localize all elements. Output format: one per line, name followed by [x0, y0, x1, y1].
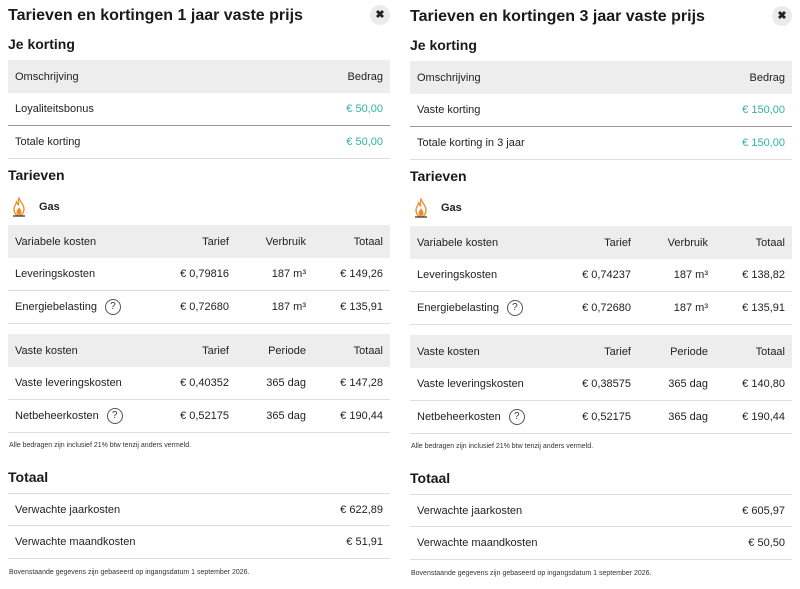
- year-amount: € 622,89: [340, 503, 383, 516]
- gas-label: Gas: [441, 202, 462, 214]
- gas-label: Gas: [39, 201, 60, 213]
- totaal-year-row: [410, 494, 792, 527]
- col-verbruik: Verbruik: [265, 235, 306, 248]
- col-bedrag: Bedrag: [749, 71, 785, 84]
- korting-amount: € 150,00: [742, 104, 785, 116]
- table-row: [8, 291, 390, 324]
- col-periode: Periode: [268, 344, 306, 357]
- col-bedrag: Bedrag: [347, 70, 383, 83]
- row-periode: 365 dag: [668, 378, 708, 390]
- section-heading-korting: Je korting: [8, 36, 75, 52]
- row-tarief: € 0,72680: [582, 302, 631, 314]
- col-omschrijving: Omschrijving: [417, 71, 481, 84]
- row-label-with-help: [15, 299, 155, 315]
- korting-total-row: [8, 126, 390, 159]
- panel-header: [410, 5, 792, 29]
- row-totaal: € 140,80: [742, 378, 785, 390]
- col-verbruik: Verbruik: [667, 236, 708, 249]
- col-totaal: Totaal: [755, 345, 785, 358]
- korting-row: [410, 94, 792, 127]
- footer-note: Bovenstaande gegevens zijn gebaseerd op ingangsdatum 1 september 2026.: [411, 570, 652, 577]
- row-tarief: € 0,79816: [180, 268, 229, 280]
- question-icon[interactable]: ?: [105, 299, 121, 315]
- row-totaal: € 149,26: [340, 268, 383, 280]
- section-heading-tarieven: Tarieven: [410, 168, 467, 184]
- row-periode: 365 dag: [668, 411, 708, 423]
- row-verbruik: 187 m³: [673, 302, 708, 314]
- panel-title: Tarieven en kortingen 1 jaar vaste prijs: [8, 7, 303, 24]
- col-totaal: Totaal: [353, 235, 383, 248]
- row-tarief: € 0,74237: [582, 269, 631, 281]
- question-icon[interactable]: ?: [507, 300, 523, 316]
- table-row: [410, 259, 792, 292]
- table-row: [410, 401, 792, 434]
- row-label-with-help: [417, 409, 557, 425]
- col-totaal: Totaal: [353, 344, 383, 357]
- row-tarief: € 0,52175: [180, 410, 229, 422]
- col-variabele-kosten: Variabele kosten: [417, 236, 499, 249]
- table-row: [8, 400, 390, 433]
- question-icon[interactable]: ?: [107, 408, 123, 424]
- tariff-panel-1-year: [0, 0, 390, 589]
- table-row: [8, 367, 390, 400]
- gas-heading: [8, 191, 390, 223]
- btw-note: Alle bedragen zijn inclusief 21% btw tenzij anders vermeld.: [9, 442, 192, 449]
- flame-icon: [412, 198, 430, 218]
- totaal-year-row: [8, 493, 390, 526]
- panel-header: [8, 4, 390, 28]
- vast-table-header: [8, 334, 390, 367]
- row-tarief: € 0,72680: [180, 301, 229, 313]
- tariff-panel-3-year: [402, 0, 792, 589]
- footer-note: Bovenstaande gegevens zijn gebaseerd op ingangsdatum 1 september 2026.: [9, 569, 250, 576]
- table-row: [410, 292, 792, 325]
- col-periode: Periode: [670, 345, 708, 358]
- panel-title: Tarieven en kortingen 3 jaar vaste prijs: [410, 8, 705, 25]
- month-label: Verwachte maandkosten: [15, 536, 136, 548]
- row-verbruik: 187 m³: [271, 301, 306, 313]
- variabel-table-header: [8, 225, 390, 258]
- korting-total-amount: € 150,00: [742, 137, 785, 149]
- close-icon[interactable]: ✖: [772, 6, 792, 26]
- row-totaal: € 138,82: [742, 269, 785, 281]
- panel-body: [410, 33, 792, 577]
- row-totaal: € 135,91: [340, 301, 383, 313]
- korting-total-label: Totale korting in 3 jaar: [417, 137, 525, 149]
- variabel-table-header: [410, 226, 792, 259]
- row-label: Netbeheerkosten: [15, 410, 99, 422]
- col-tarief: Tarief: [604, 345, 631, 358]
- row-verbruik: 187 m³: [271, 268, 306, 280]
- row-label: Vaste leveringskosten: [15, 377, 122, 389]
- col-omschrijving: Omschrijving: [15, 70, 79, 83]
- col-totaal: Totaal: [755, 236, 785, 249]
- row-verbruik: 187 m³: [673, 269, 708, 281]
- col-tarief: Tarief: [202, 344, 229, 357]
- month-amount: € 51,91: [346, 536, 383, 548]
- row-totaal: € 147,28: [340, 377, 383, 389]
- korting-total-amount: € 50,00: [346, 136, 383, 148]
- col-vaste-kosten: Vaste kosten: [417, 345, 480, 358]
- table-row: [8, 258, 390, 291]
- col-tarief: Tarief: [202, 235, 229, 248]
- vast-table-header: [410, 335, 792, 368]
- row-totaal: € 190,44: [742, 411, 785, 423]
- flame-icon: [10, 197, 28, 217]
- col-variabele-kosten: Variabele kosten: [15, 235, 97, 248]
- month-label: Verwachte maandkosten: [417, 537, 538, 549]
- row-label-with-help: [15, 408, 155, 424]
- row-periode: 365 dag: [266, 377, 306, 389]
- btw-note: Alle bedragen zijn inclusief 21% btw tenzij anders vermeld.: [411, 443, 594, 450]
- year-amount: € 605,97: [742, 504, 785, 517]
- month-amount: € 50,50: [748, 537, 785, 549]
- row-totaal: € 190,44: [340, 410, 383, 422]
- section-heading-totaal: Totaal: [410, 470, 451, 486]
- korting-table-header: [410, 61, 792, 94]
- row-tarief: € 0,38575: [582, 378, 631, 390]
- row-label: Netbeheerkosten: [417, 411, 501, 423]
- korting-table-header: [8, 60, 390, 93]
- korting-total-label: Totale korting: [15, 136, 81, 148]
- row-tarief: € 0,52175: [582, 411, 631, 423]
- row-label: Leveringskosten: [15, 268, 96, 280]
- section-heading-totaal: Totaal: [8, 469, 49, 485]
- col-vaste-kosten: Vaste kosten: [15, 344, 78, 357]
- row-label: Energiebelasting: [15, 301, 97, 313]
- korting-label: Loyaliteitsbonus: [15, 103, 94, 115]
- panel-body: [8, 32, 390, 576]
- row-label-with-help: [417, 300, 557, 316]
- row-tarief: € 0,40352: [180, 377, 229, 389]
- row-label: Leveringskosten: [417, 269, 498, 281]
- year-label: Verwachte jaarkosten: [15, 503, 121, 516]
- row-totaal: € 135,91: [742, 302, 785, 314]
- table-row: [410, 368, 792, 401]
- korting-amount: € 50,00: [346, 103, 383, 115]
- close-icon[interactable]: ✖: [370, 5, 390, 25]
- section-heading-tarieven: Tarieven: [8, 167, 65, 183]
- row-label: Vaste leveringskosten: [417, 378, 524, 390]
- korting-row: [8, 93, 390, 126]
- totaal-month-row: [8, 526, 390, 559]
- gas-heading: [410, 192, 792, 224]
- korting-total-row: [410, 127, 792, 160]
- row-label: Energiebelasting: [417, 302, 499, 314]
- year-label: Verwachte jaarkosten: [417, 504, 523, 517]
- section-heading-korting: Je korting: [410, 37, 477, 53]
- korting-label: Vaste korting: [417, 104, 481, 116]
- totaal-month-row: [410, 527, 792, 560]
- question-icon[interactable]: ?: [509, 409, 525, 425]
- col-tarief: Tarief: [604, 236, 631, 249]
- row-periode: 365 dag: [266, 410, 306, 422]
